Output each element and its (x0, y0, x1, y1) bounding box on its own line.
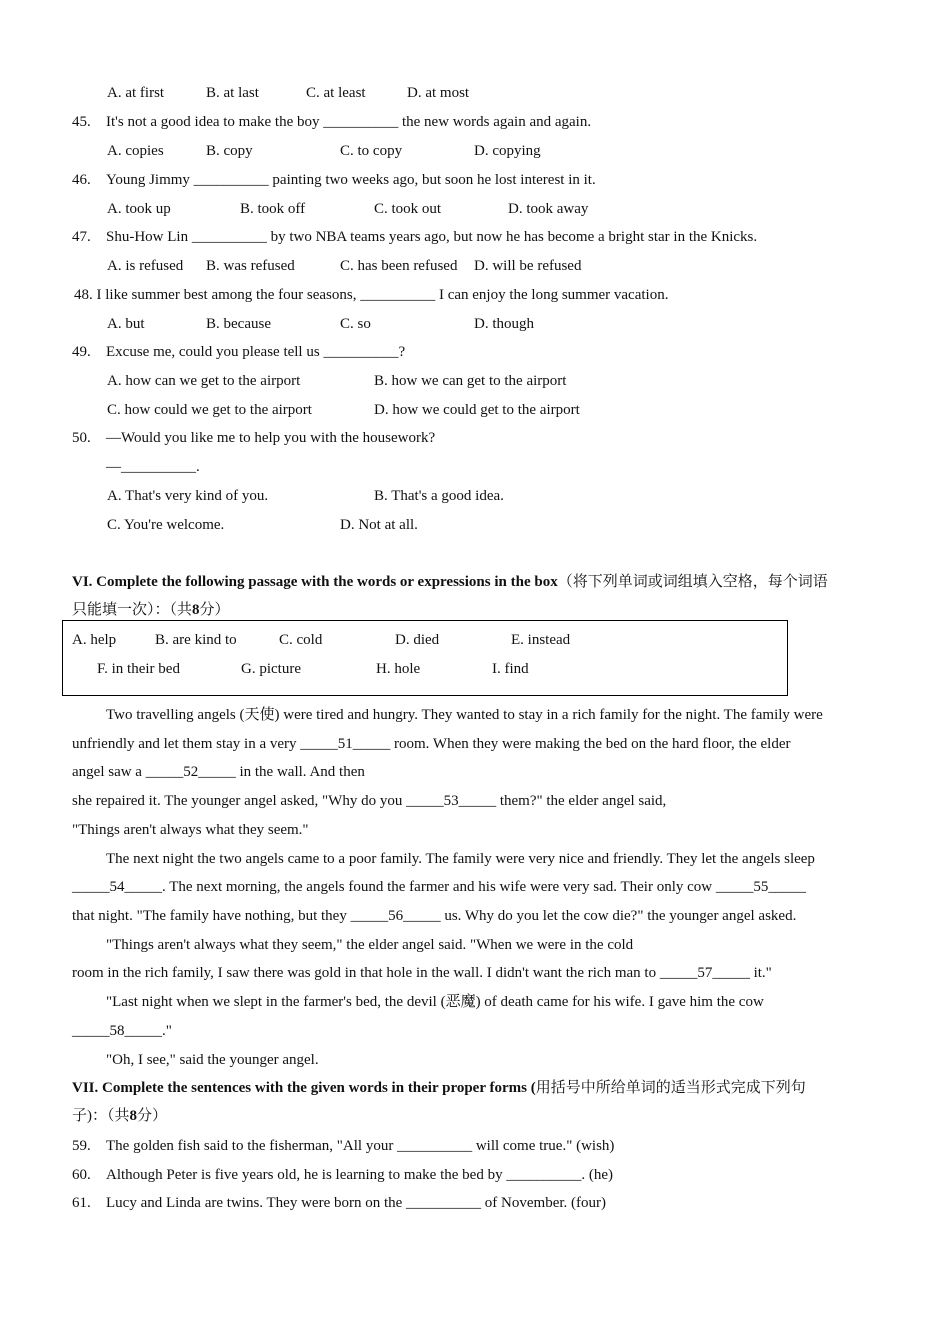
passage-line: "Things aren't always what they seem." (72, 822, 309, 838)
section-7-points-unit: 分） (137, 1108, 168, 1124)
q47-option-d: D. will be refused (474, 258, 582, 274)
q46-option-b: B. took off (240, 201, 306, 217)
passage-line: "Last night when we slept in the farmer's bed, the devil (恶魔) of death came for his wife. I gave him the cow (106, 994, 764, 1010)
q61-stem: Lucy and Linda are twins. They were born on the __________ of November. (four) (106, 1195, 607, 1211)
section-7-heading (72, 1078, 806, 1098)
q46-option-c: C. took out (374, 201, 442, 217)
q47-option-b: B. was refused (206, 258, 295, 274)
section-7-title: VII. Complete the sentences with the given words in their proper forms ( (72, 1080, 536, 1096)
q49-stem: Excuse me, could you please tell us __________? (106, 344, 406, 360)
q50-option-b: B. That's a good idea. (374, 488, 504, 504)
q45-option-b: B. copy (206, 143, 253, 159)
word-b: B. are kind to (155, 632, 237, 648)
q47-stem: Shu-How Lin __________ by two NBA teams years ago, but now he has become a bright star in the Knicks. (106, 229, 758, 245)
q59-number: 59. (72, 1138, 91, 1154)
passage-line: room in the rich family, I saw there was gold in that hole in the wall. I didn't want the rich man to _____57_____ it." (72, 965, 772, 981)
section-7-title-cn-2: 子)：（共 (72, 1108, 130, 1124)
q44-option-a: A. at first (107, 85, 165, 101)
q44-option-c: C. at least (306, 85, 366, 101)
q46-option-d: D. took away (508, 201, 589, 217)
q50-option-c: C. You're welcome. (107, 517, 225, 533)
q46-stem: Young Jimmy __________ painting two weeks ago, but soon he lost interest in it. (106, 172, 596, 188)
q47-option-c: C. has been refused (340, 258, 458, 274)
q60-number: 60. (72, 1167, 91, 1183)
word-g: G. picture (241, 661, 301, 677)
passage-line: _____54_____. The next morning, the angels found the farmer and his wife were very sad. Their only cow _____55_____ (72, 879, 806, 895)
q50-option-a: A. That's very kind of you. (107, 488, 269, 504)
q48-option-b: B. because (206, 316, 271, 332)
section-7-points: 8 (129, 1108, 137, 1124)
q47-number: 47. (72, 229, 91, 245)
q46-option-a: A. took up (107, 201, 171, 217)
passage-line: unfriendly and let them stay in a very _____51_____ room. When they were making the bed on the hard floor, the elder (72, 736, 791, 752)
passage-line: Two travelling angels (天使) were tired and hungry. They wanted to stay in a rich family for the night. The family were (106, 707, 823, 723)
passage-line: she repaired it. The younger angel asked, "Why do you _____53_____ them?" the elder angel said, (72, 793, 667, 809)
passage-line: "Oh, I see," said the younger angel. (106, 1052, 319, 1068)
section-7-heading-cont (72, 1106, 167, 1126)
q47-option-a: A. is refused (107, 258, 184, 274)
section-6-title-cn: （将下列单词或词组填入空格，每个词语 (557, 574, 828, 590)
q49-number: 49. (72, 344, 91, 360)
q48-stem: 48. I like summer best among the four seasons, __________ I can enjoy the long summer vacation. (74, 287, 669, 303)
section-6-title: VI. Complete the following passage with the words or expressions in the box (72, 574, 558, 590)
section-6-title-cn-2: 只能填一次）：（共 (72, 602, 193, 618)
section-6-heading (72, 572, 828, 592)
passage-line: that night. "The family have nothing, but they _____56_____ us. Why do you let the cow die?" the younger angel asked. (72, 908, 797, 924)
q49-option-d: D. how we could get to the airport (374, 402, 580, 418)
q48-option-c: C. so (340, 316, 371, 332)
q49-option-c: C. how could we get to the airport (107, 402, 312, 418)
word-c: C. cold (279, 632, 323, 648)
word-e: E. instead (511, 632, 571, 648)
passage-line: angel saw a _____52_____ in the wall. And then (72, 764, 365, 780)
q48-option-d: D. though (474, 316, 534, 332)
q45-stem: It's not a good idea to make the boy __________ the new words again and again. (106, 114, 592, 130)
q50-option-d: D. Not at all. (340, 517, 418, 533)
section-7-title-cn: 用括号中所给单词的适当形式完成下列句 (535, 1080, 806, 1096)
q60-stem: Although Peter is five years old, he is learning to make the bed by __________. (he) (106, 1167, 613, 1183)
q50-reply: —__________. (106, 459, 200, 475)
q45-option-a: A. copies (107, 143, 164, 159)
q45-number: 45. (72, 114, 91, 130)
q46-number: 46. (72, 172, 91, 188)
q61-number: 61. (72, 1195, 91, 1211)
passage-line: The next night the two angels came to a poor family. The family were very nice and friendly. They let the angels sleep (106, 851, 815, 867)
q59-stem: The golden fish said to the fisherman, "All your __________ will come true." (wish) (106, 1138, 615, 1154)
word-h: H. hole (376, 661, 421, 677)
passage-line: _____58_____." (72, 1023, 172, 1039)
q45-option-c: C. to copy (340, 143, 403, 159)
word-f: F. in their bed (97, 661, 180, 677)
q49-option-b: B. how we can get to the airport (374, 373, 567, 389)
section-6-heading-cont (72, 600, 230, 620)
section-6-points: 8 (192, 602, 200, 618)
q48-option-a: A. but (107, 316, 145, 332)
passage-line: "Things aren't always what they seem," the elder angel said. "When we were in the cold (106, 937, 634, 953)
word-d: D. died (395, 632, 440, 648)
section-6-points-unit: 分） (199, 602, 230, 618)
q44-option-b: B. at last (206, 85, 259, 101)
q50-number: 50. (72, 430, 91, 446)
q50-stem: —Would you like me to help you with the housework? (106, 430, 436, 446)
q44-option-d: D. at most (407, 85, 470, 101)
word-a: A. help (72, 632, 117, 648)
q45-option-d: D. copying (474, 143, 541, 159)
q49-option-a: A. how can we get to the airport (107, 373, 301, 389)
word-i: I. find (492, 661, 529, 677)
